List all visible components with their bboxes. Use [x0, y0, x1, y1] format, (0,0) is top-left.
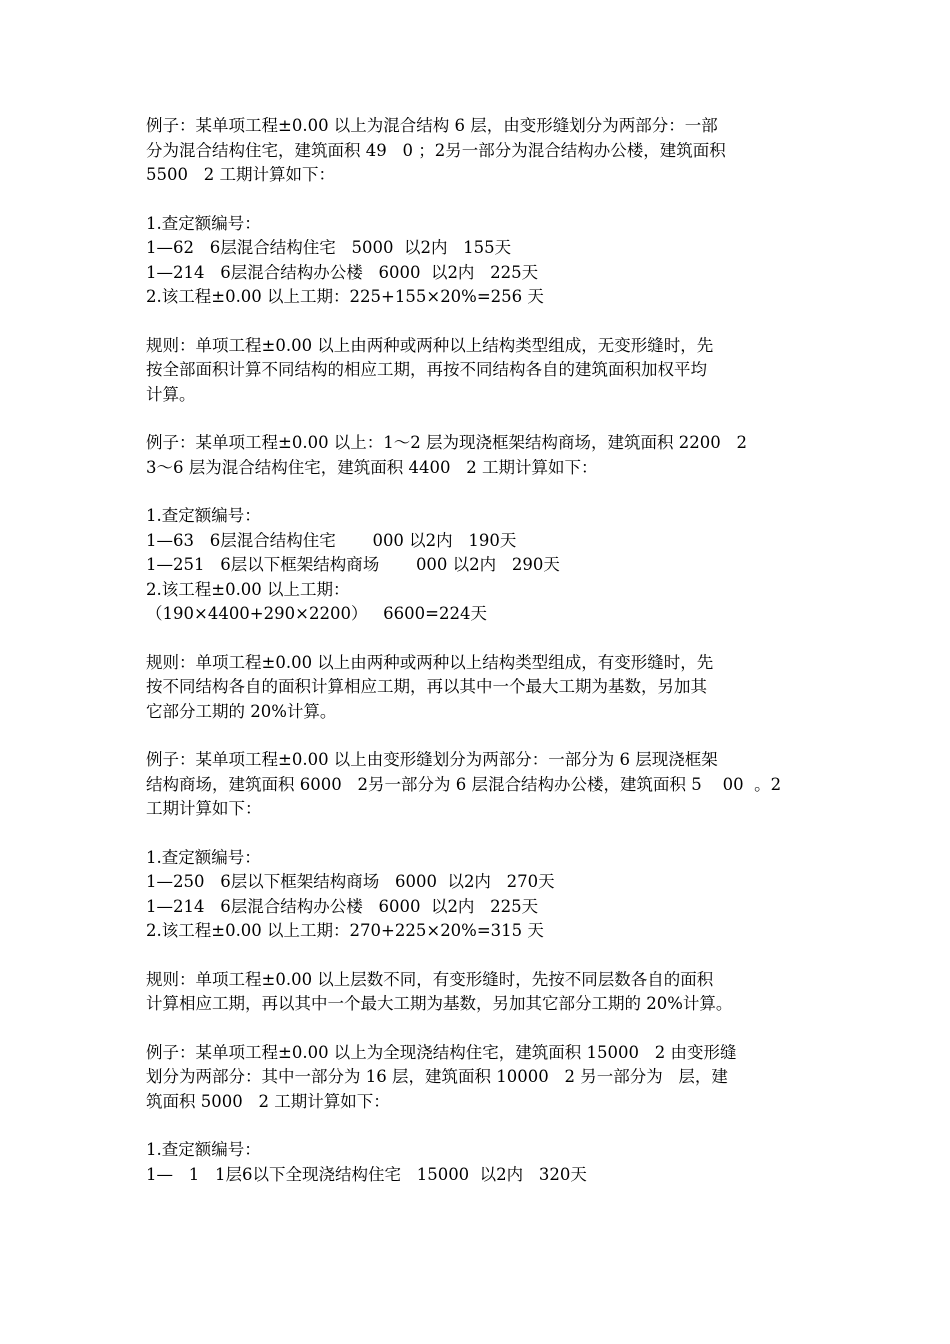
- text-line: 它部分工期的 20%计算。: [146, 701, 337, 721]
- text-line: 1—214 6层混合结构办公楼 6000 以2内 225天: [146, 262, 539, 282]
- paragraph-example-4: [146, 1041, 816, 1115]
- text-line: 例子：某单项工程±0.00 以上为混合结构 6 层，由变形缝划分为两部分：一部: [146, 116, 718, 135]
- text-line: 1.查定额编号：: [146, 847, 261, 867]
- text-line: 1.查定额编号：: [146, 213, 261, 233]
- text-line: 例子：某单项工程±0.00 以上：1～2 层为现浇框架结构商场，建筑面积 2200 2: [146, 433, 748, 452]
- text-line: 工期计算如下：: [146, 799, 262, 818]
- text-line: 按不同结构各自的面积计算相应工期，再以其中一个最大工期为基数，另加其: [146, 677, 707, 696]
- text-line: 1— 1 1层6以下全现浇结构住宅 15000 以2内 320天: [146, 1164, 587, 1184]
- text-line: 规则：单项工程±0.00 以上由两种或两种以上结构类型组成，无变形缝时，先: [146, 335, 714, 355]
- text-line: 分为混合结构住宅，建筑面积 49 0 ；2另一部分为混合结构办公楼，建筑面积: [146, 140, 726, 160]
- text-line: 5500 2 工期计算如下：: [146, 165, 335, 184]
- text-line: 规则：单项工程±0.00 以上由两种或两种以上结构类型组成，有变形缝时，先: [146, 652, 714, 672]
- text-line: 2.该工程±0.00 以上工期：270+225×20%=315 天: [146, 921, 544, 940]
- text-line: 例子：某单项工程±0.00 以上由变形缝划分为两部分：一部分为 6 层现浇框架: [146, 750, 718, 769]
- paragraph-example-1: [146, 114, 816, 188]
- text-line: 1.查定额编号：: [146, 1140, 261, 1159]
- paragraph-quota-lookup-1: [146, 212, 816, 310]
- text-line: 1.查定额编号：: [146, 506, 261, 525]
- text-line: 计算。: [146, 384, 196, 404]
- paragraph-rule-1: [146, 334, 816, 408]
- paragraph-quota-lookup-4: [146, 1138, 816, 1187]
- paragraph-quota-lookup-3: [146, 846, 816, 944]
- text-line: 结构商场，建筑面积 6000 2另一部分为 6 层混合结构办公楼，建筑面积 5 00 。2: [146, 774, 782, 794]
- text-line: 例子：某单项工程±0.00 以上为全现浇结构住宅，建筑面积 15000 2 由变形缝: [146, 1042, 737, 1062]
- text-line: 2.该工程±0.00 以上工期：225+155×20%=256 天: [146, 287, 544, 306]
- text-line: 计算相应工期，再以其中一个最大工期为基数，另加其它部分工期的 20%计算。: [146, 994, 733, 1013]
- paragraph-example-3: [146, 748, 816, 822]
- text-line: （190×4400+290×2200） 6600=224天: [146, 604, 487, 623]
- paragraph-example-2: [146, 431, 816, 480]
- text-line: 按全部面积计算不同结构的相应工期，再按不同结构各自的建筑面积加权平均: [146, 360, 707, 379]
- paragraph-rule-3: [146, 968, 816, 1017]
- text-line: 1—62 6层混合结构住宅 5000 以2内 155天: [146, 238, 512, 257]
- text-line: 1—214 6层混合结构办公楼 6000 以2内 225天: [146, 896, 539, 916]
- text-line: 划分为两部分：其中一部分为 16 层，建筑面积 10000 2 另一部分为 层，建: [146, 1067, 728, 1086]
- text-line: 规则：单项工程±0.00 以上层数不同，有变形缝时，先按不同层数各自的面积: [146, 969, 714, 989]
- paragraph-rule-2: [146, 651, 816, 725]
- text-line: 2.该工程±0.00 以上工期：: [146, 579, 350, 599]
- document-body: [146, 114, 816, 1211]
- text-line: 筑面积 5000 2 工期计算如下：: [146, 1091, 390, 1111]
- text-line: 1—63 6层混合结构住宅 000 以2内 190天: [146, 530, 517, 550]
- paragraph-quota-lookup-2: [146, 504, 816, 627]
- text-line: 1—251 6层以下框架结构商场 000 以2内 290天: [146, 555, 560, 574]
- text-line: 3～6 层为混合结构住宅，建筑面积 4400 2 工期计算如下：: [146, 457, 598, 477]
- text-line: 1—250 6层以下框架结构商场 6000 以2内 270天: [146, 872, 555, 891]
